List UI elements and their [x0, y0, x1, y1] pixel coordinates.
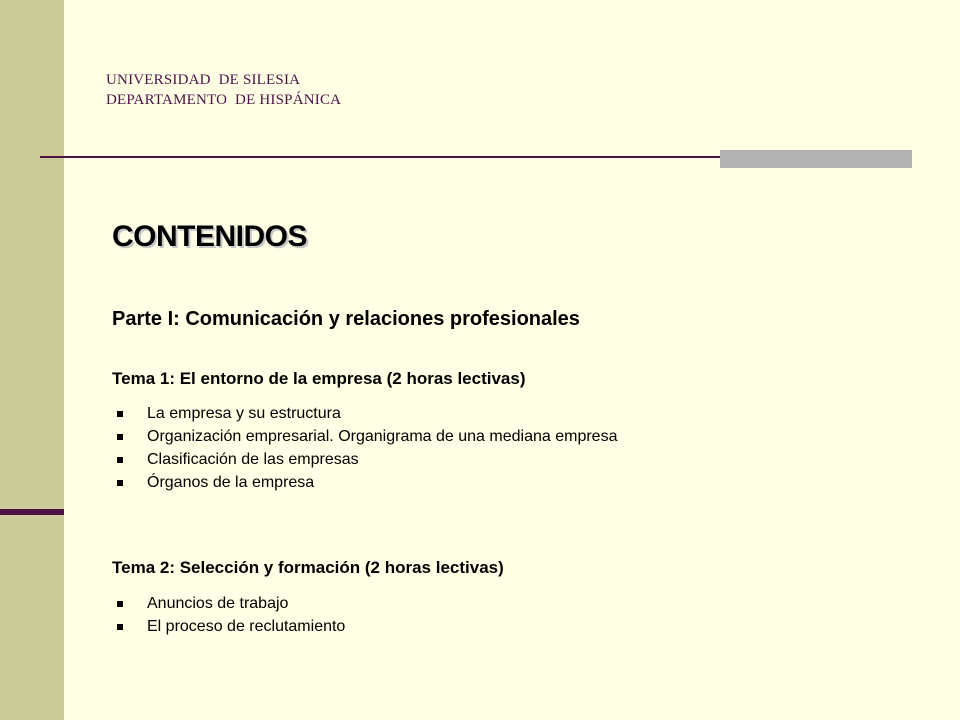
list-item — [112, 594, 652, 614]
department-name: DEPARTAMENTO DE HISPÁNICA — [106, 92, 342, 108]
square-bullet-icon — [117, 601, 123, 607]
header-divider-block — [720, 150, 912, 168]
list-item — [112, 473, 652, 493]
list-item — [112, 427, 652, 447]
square-bullet-icon — [117, 434, 123, 440]
square-bullet-icon — [117, 624, 123, 630]
list-item-text: Organización empresarial. Organigrama de una mediana empresa — [147, 428, 618, 445]
square-bullet-icon — [117, 480, 123, 486]
list-item-text: Órganos de la empresa — [147, 474, 315, 491]
list-item — [112, 404, 652, 424]
topic-2-list — [112, 594, 652, 640]
topic-1-heading: Tema 1: El entorno de la empresa (2 horas lectivas) — [112, 369, 526, 388]
square-bullet-icon — [117, 457, 123, 463]
square-bullet-icon — [117, 411, 123, 417]
list-item-text: Anuncios de trabajo — [147, 595, 289, 612]
list-item-text: El proceso de reclutamiento — [147, 618, 346, 635]
institution-header — [106, 70, 341, 110]
list-item — [112, 617, 652, 637]
left-sidebar-bar — [0, 0, 64, 720]
slide-title: CONTENIDOS — [112, 220, 308, 253]
sidebar-accent-stripe — [0, 509, 64, 515]
university-name: UNIVERSIDAD DE SILESIA — [106, 72, 301, 88]
list-item-text: La empresa y su estructura — [147, 405, 341, 422]
list-item-text: Clasificación de las empresas — [147, 451, 359, 468]
list-item — [112, 450, 652, 470]
topic-1-list — [112, 404, 652, 496]
topic-2-heading: Tema 2: Selección y formación (2 horas lectivas) — [112, 558, 504, 577]
part-heading: Parte I: Comunicación y relaciones profesionales — [112, 308, 580, 330]
